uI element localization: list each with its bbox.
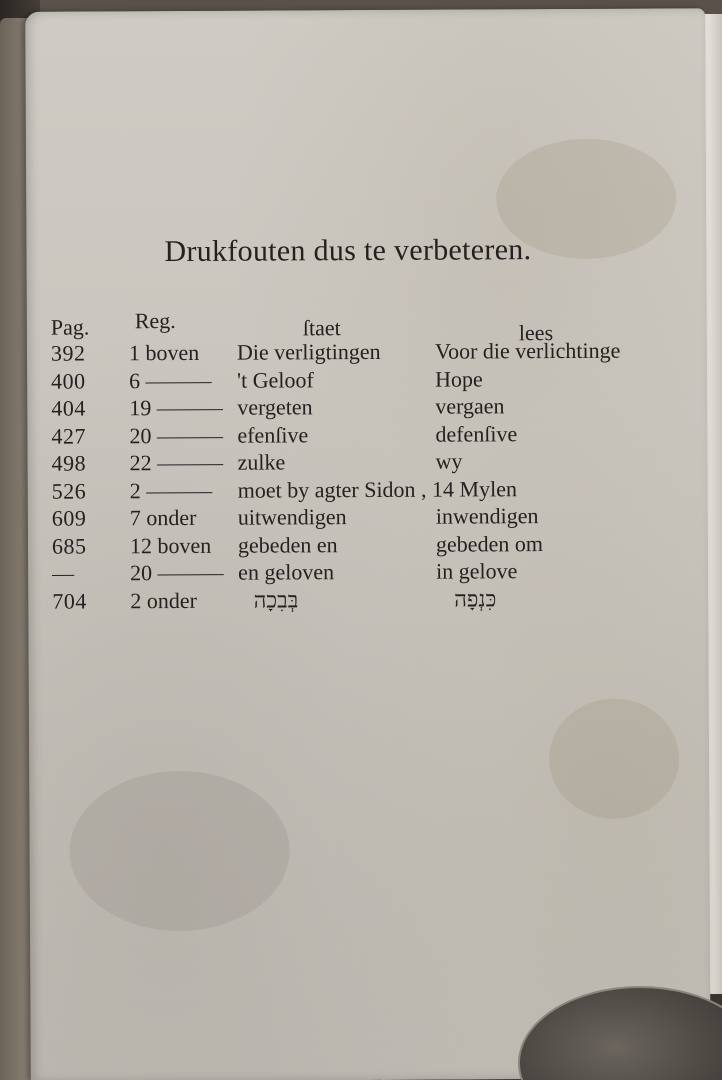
row-reg: 2 onder [130,587,197,613]
table-header [50,302,691,346]
paper-stain [69,770,290,931]
table-row [51,391,691,422]
book-page [25,8,711,1080]
table-row [52,529,692,560]
table-row [52,474,692,505]
row-lees: wy [435,448,463,474]
row-lees: gebeden om [435,530,543,557]
row-reg: 6 ——— [129,367,212,393]
row-pag: 427 [51,422,86,449]
row-pag: 526 [51,477,87,504]
page-title: Drukfouten dus te verbeteren. [164,233,532,269]
row-reg: 20 ——— [130,559,224,586]
row-pag: 704 [52,587,87,614]
row-reg: 1 boven [128,339,200,366]
row-staet: moet by agter Sidon , 14 Mylen [237,475,518,503]
row-reg: 12 boven [129,532,212,558]
row-staet: gebeden en [237,531,338,558]
column-header-reg: Reg. [134,308,176,334]
errata-table [51,302,693,614]
row-lees: כִּנְפָה [454,585,497,612]
row-staet: 't Geloof [237,366,314,393]
table-row [51,419,691,450]
row-staet: zulke [237,449,286,475]
row-staet: Die verligtingen [236,338,381,365]
row-staet: uitwendigen [237,504,347,530]
row-pag: 685 [51,532,87,559]
row-staet: בְּבִכָה [253,586,299,613]
row-staet: vergeten [237,394,313,420]
table-row [51,364,691,395]
row-pag: 392 [50,340,86,366]
row-pag: 609 [51,505,87,531]
row-reg: 20 ——— [129,422,223,448]
row-lees: Hope [435,365,483,392]
paper-stain [549,698,680,819]
row-pag: 404 [51,395,86,421]
row-reg: 22 ——— [129,449,224,476]
row-reg: 2 ——— [129,477,213,503]
column-header-staet: ſtaet [302,315,341,341]
table-row [52,584,692,615]
column-header-pag: Pag. [50,314,90,340]
row-staet: efenſive [237,421,309,448]
table-row [52,556,692,587]
table-row [51,446,691,477]
table-row [52,501,692,532]
row-lees: inwendigen [435,503,539,529]
row-lees: vergaen [435,393,505,419]
row-lees: Voor die verlichtinge [434,337,621,364]
row-pag: — [52,560,75,586]
row-lees: defenſive [435,420,518,447]
row-reg: 19 ——— [129,394,223,421]
table-row [51,336,691,367]
column-header-lees: lees [518,320,554,346]
row-pag: 400 [51,367,86,394]
row-pag: 498 [51,450,87,476]
row-lees: in gelove [436,558,518,584]
row-reg: 7 onder [129,504,197,531]
row-staet: en geloven [238,559,335,585]
